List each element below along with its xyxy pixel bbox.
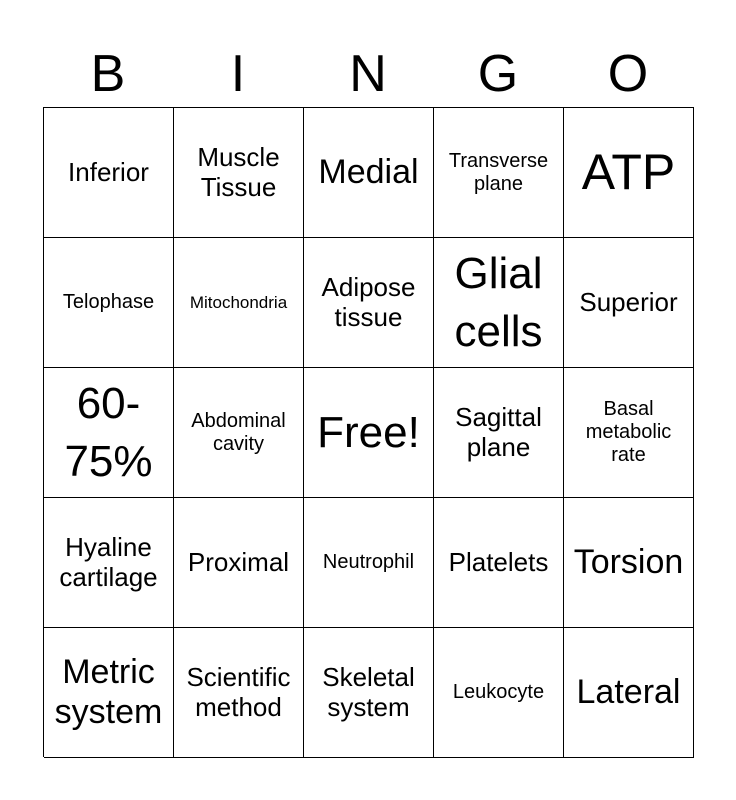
bingo-cell[interactable]: Basal metabolic rate (564, 368, 694, 498)
bingo-cell[interactable]: Mitochondria (174, 238, 304, 368)
bingo-cell[interactable]: Medial (304, 108, 434, 238)
bingo-cell[interactable]: Torsion (564, 498, 694, 628)
bingo-header (43, 40, 693, 108)
header-letter-o: O (607, 45, 649, 103)
header-letter-b: B (90, 45, 126, 103)
bingo-cell[interactable]: Inferior (44, 108, 174, 238)
bingo-cell[interactable]: ATP (564, 108, 694, 238)
bingo-cell[interactable]: Muscle Tissue (174, 108, 304, 238)
bingo-cell[interactable]: Telophase (44, 238, 174, 368)
header-letter-g: G (477, 45, 519, 103)
bingo-cell[interactable]: Sagittal plane (434, 368, 564, 498)
bingo-cell[interactable]: Hyaline cartilage (44, 498, 174, 628)
bingo-cell[interactable]: Metric system (44, 628, 174, 758)
bingo-cell[interactable]: Leukocyte (434, 628, 564, 758)
header-letter-i: I (230, 45, 246, 103)
bingo-cell[interactable]: Proximal (174, 498, 304, 628)
bingo-cell[interactable]: Scientific method (174, 628, 304, 758)
bingo-board (43, 107, 694, 757)
bingo-cell[interactable]: Transverse plane (434, 108, 564, 238)
header-letter-n: N (349, 45, 387, 103)
bingo-cell[interactable]: Neutrophil (304, 498, 434, 628)
bingo-cell[interactable]: Skeletal system (304, 628, 434, 758)
bingo-cell[interactable]: Adipose tissue (304, 238, 434, 368)
bingo-cell[interactable]: Platelets (434, 498, 564, 628)
bingo-cell[interactable]: Lateral (564, 628, 694, 758)
bingo-cell[interactable]: 60-75% (44, 368, 174, 498)
free-space-cell[interactable]: Free! (304, 368, 434, 498)
bingo-cell[interactable]: Abdominal cavity (174, 368, 304, 498)
bingo-cell[interactable]: Superior (564, 238, 694, 368)
bingo-cell[interactable]: Glial cells (434, 238, 564, 368)
